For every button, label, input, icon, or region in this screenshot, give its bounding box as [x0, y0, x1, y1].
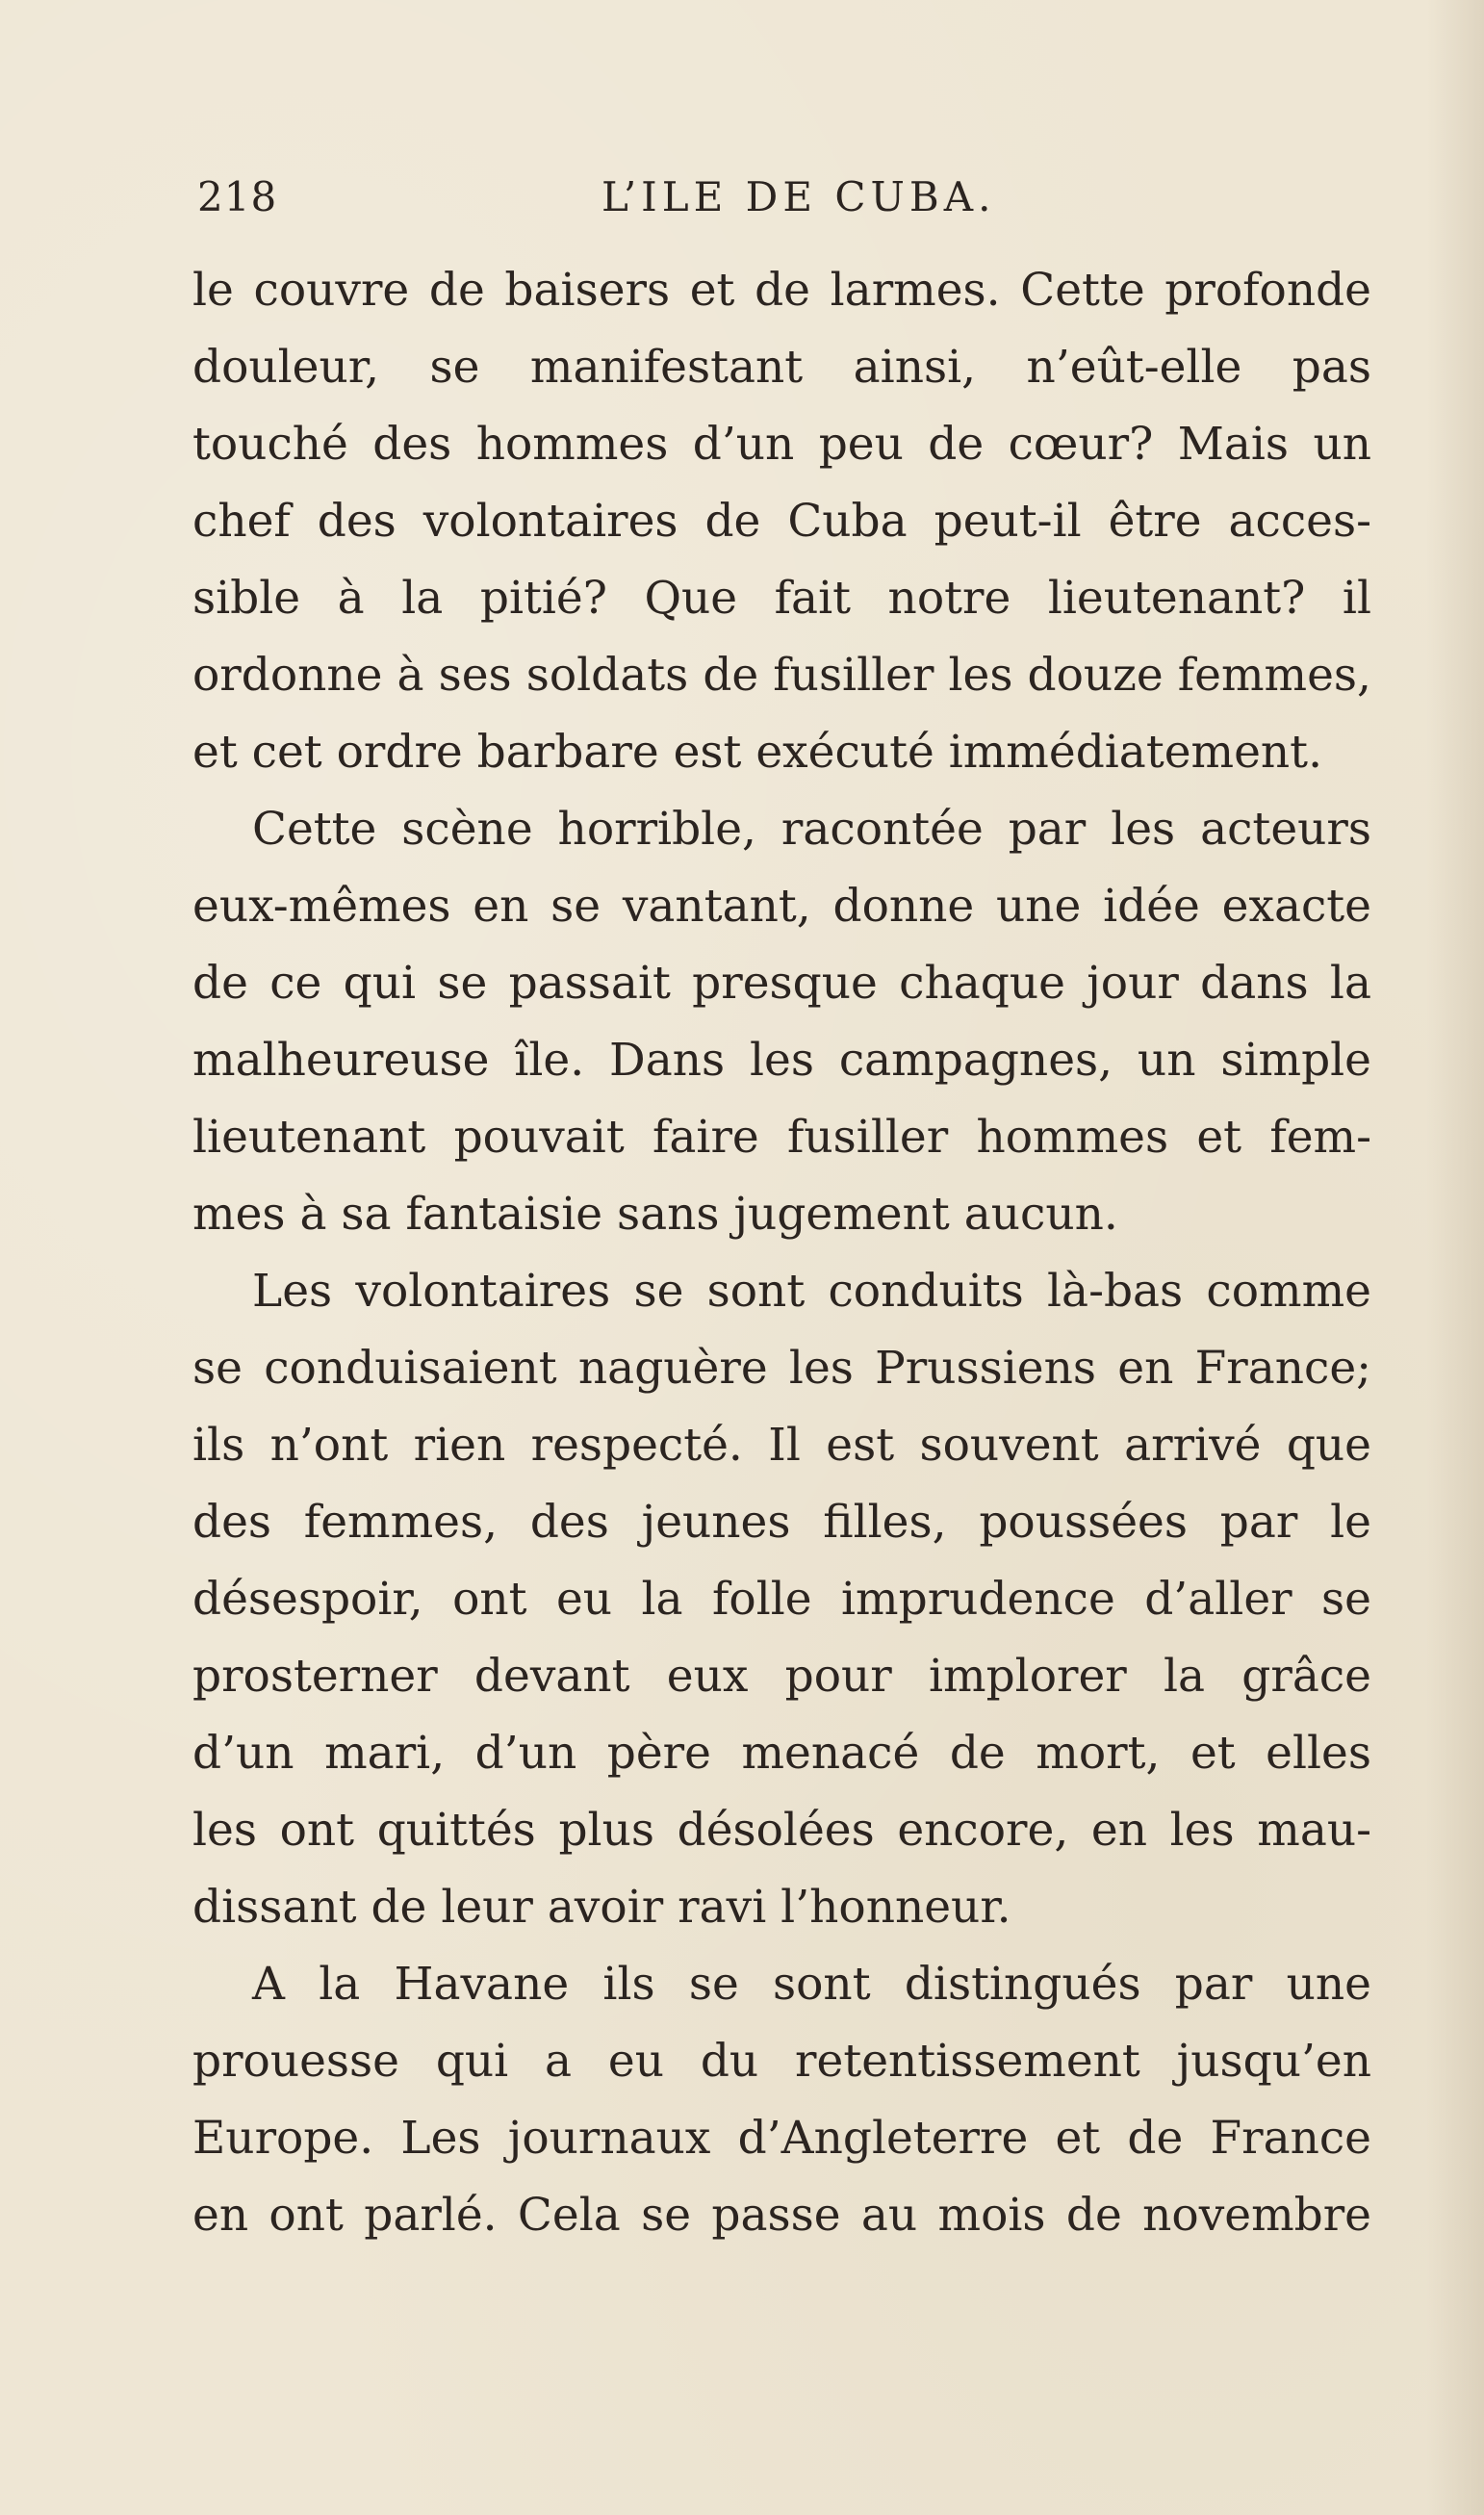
text-line: et cet ordre barbare est exécuté immédiatement.	[192, 726, 1323, 779]
page-edge-shadow	[1426, 0, 1484, 2515]
text-line: se conduisaient naguère les Prussiens en France;	[192, 1342, 1371, 1395]
text-line: des femmes, des jeunes filles, poussées par le	[192, 1496, 1371, 1549]
text-line: en ont parlé. Cela se passe au mois de novembre	[192, 2189, 1371, 2242]
text-line: chef des volontaires de Cuba peut-il être acces-	[192, 495, 1371, 548]
text-line: sible à la pitié? Que fait notre lieutenant? il	[192, 572, 1371, 625]
text-line: ordonne à ses soldats de fusiller les douze femmes,	[192, 649, 1371, 702]
text-line: les ont quittés plus désolées encore, en les mau-	[192, 1804, 1371, 1857]
text-line: douleur, se manifestant ainsi, n’eût-elle pas	[192, 341, 1371, 394]
text-line: prouesse qui a eu du retentissement jusqu’en	[192, 2035, 1371, 2088]
running-title: L’ILE DE CUBA.	[601, 173, 996, 220]
body-text	[192, 252, 1371, 2254]
text-line: d’un mari, d’un père menacé de mort, et elles	[192, 1727, 1371, 1780]
text-line: dissant de leur avoir ravi l’honneur.	[192, 1881, 1011, 1934]
text-line: eux-mêmes en se vantant, donne une idée exacte	[192, 880, 1371, 933]
text-line: touché des hommes d’un peu de cœur? Mais un	[192, 418, 1371, 471]
text-line: malheureuse île. Dans les campagnes, un simple	[192, 1034, 1371, 1087]
text-line: le couvre de baisers et de larmes. Cette profonde	[192, 264, 1371, 317]
paragraph-first-line: Cette scène horrible, racontée par les acteurs	[252, 803, 1371, 856]
text-line: lieutenant pouvait faire fusiller hommes et fem-	[192, 1111, 1371, 1164]
paragraph-first-line: A la Havane ils se sont distingués par une	[252, 1958, 1371, 2011]
text-line: désespoir, ont eu la folle imprudence d’aller se	[192, 1573, 1371, 1626]
page-header	[197, 173, 1371, 241]
text-line: mes à sa fantaisie sans jugement aucun.	[192, 1188, 1118, 1241]
page-number: 218	[197, 173, 278, 220]
paragraph-first-line: Les volontaires se sont conduits là-bas comme	[252, 1265, 1371, 1318]
text-line: de ce qui se passait presque chaque jour dans la	[192, 957, 1371, 1010]
text-line: prosterner devant eux pour implorer la grâce	[192, 1650, 1371, 1703]
text-line: Europe. Les journaux d’Angleterre et de France	[192, 2112, 1371, 2165]
text-line: ils n’ont rien respecté. Il est souvent arrivé que	[192, 1419, 1371, 1472]
